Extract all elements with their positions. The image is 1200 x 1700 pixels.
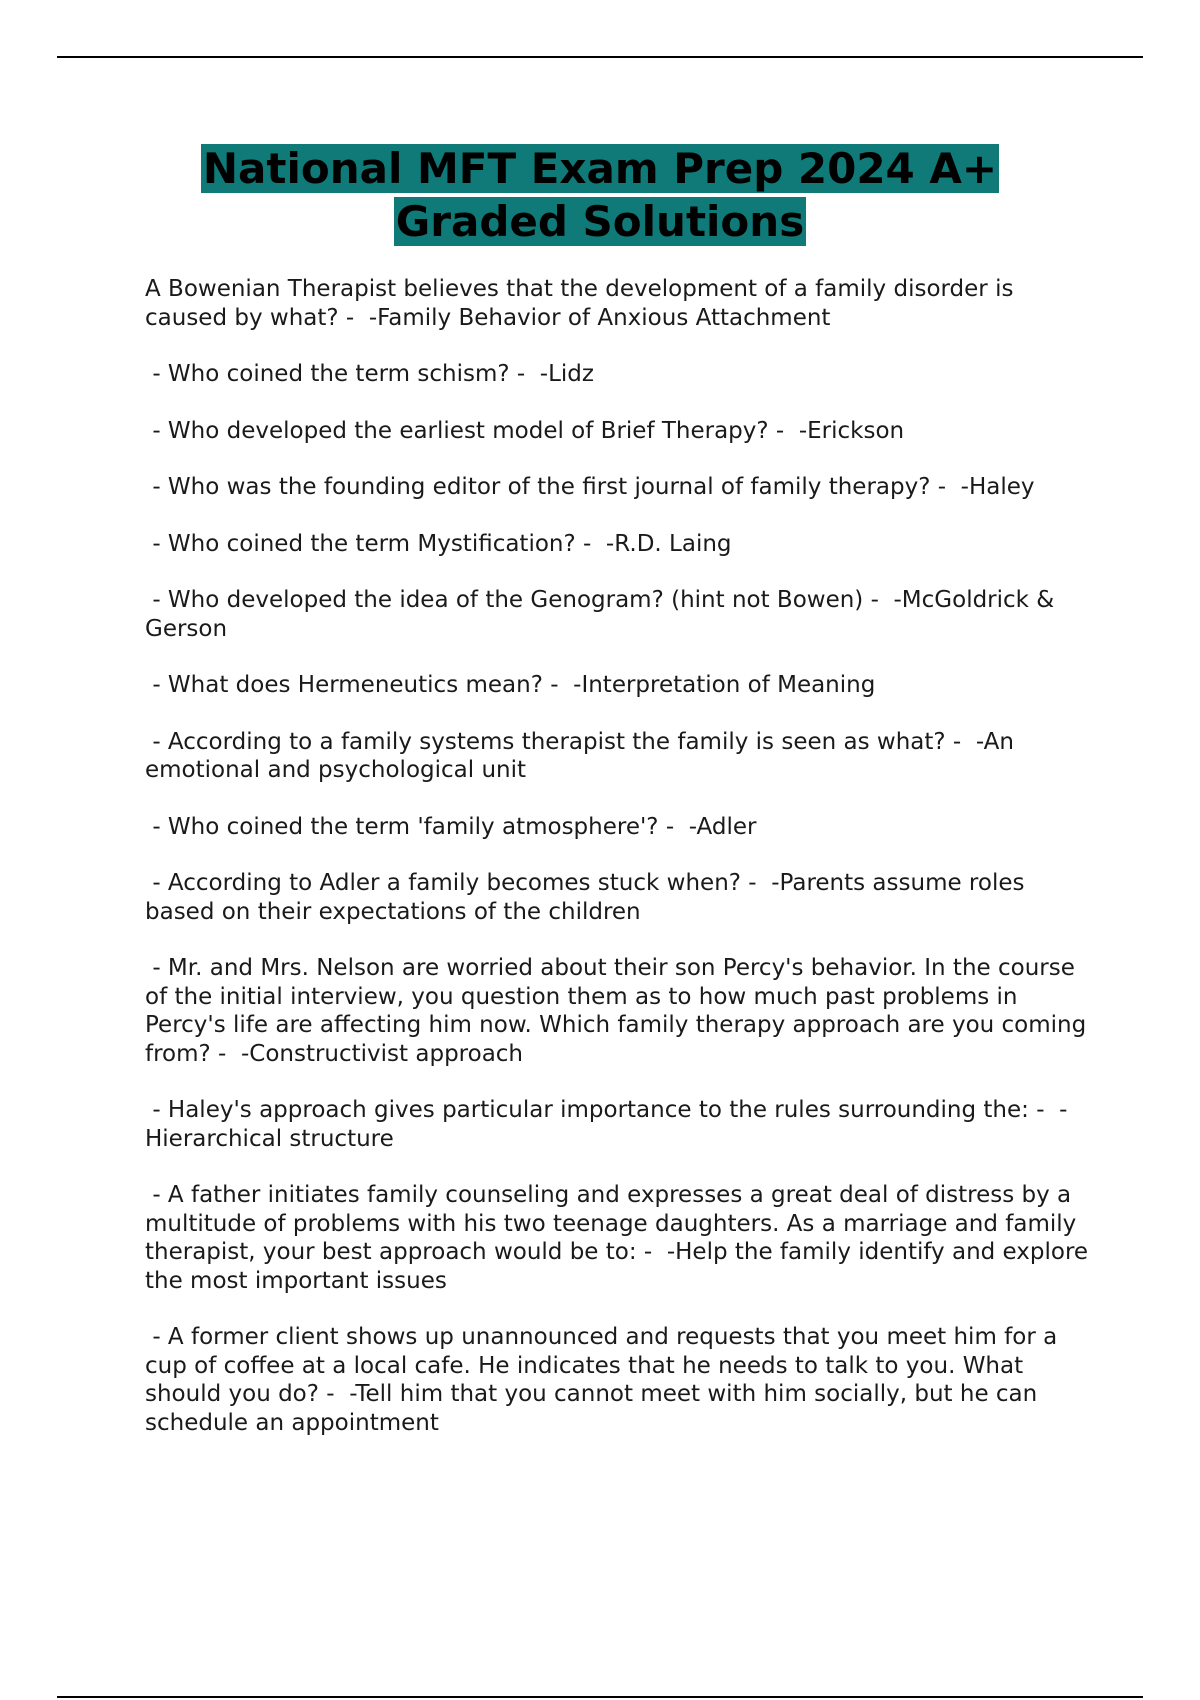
document-title <box>120 142 1080 248</box>
qa-item: A Bowenian Therapist believes that the development of a family disorder is caused by what? - -Family Behavior of Anxious Attachment <box>145 276 1021 331</box>
title-line-1: National MFT Exam Prep 2024 A+ <box>202 144 998 193</box>
qa-list <box>145 275 1096 1465</box>
qa-item: - Who coined the term 'family atmosphere'? - -Adler <box>145 813 757 840</box>
title-line-2: Graded Solutions <box>395 197 805 246</box>
qa-item: - According to Adler a family becomes stuck when? - -Parents assume roles based on their expectations of the children <box>145 870 1032 925</box>
qa-item: - What does Hermeneutics mean? - -Interpretation of Meaning <box>145 672 876 698</box>
qa-item: - A former client shows up unannounced and requests that you meet him for a cup of coffee at a local cafe. He indicates that he needs to talk to you. What should you do? - -Tell him that you cannot meet with him socially, but he can schedule an appointment <box>145 1324 1065 1436</box>
qa-item: - Who developed the idea of the Genogram? (hint not Bowen) - -McGoldrick & Gerson <box>145 587 1062 642</box>
bottom-rule <box>57 1696 1143 1698</box>
qa-item: - Who was the founding editor of the first journal of family therapy? - -Haley <box>145 474 1035 500</box>
qa-item: - Who coined the term schism? - -Lidz <box>145 361 594 387</box>
qa-item: - According to a family systems therapist the family is seen as what? - -An emotional and psychological unit <box>145 728 1022 783</box>
qa-item: - Who coined the term Mystification? - -R.D. Laing <box>145 530 732 557</box>
qa-item: - Who developed the earliest model of Brief Therapy? - -Erickson <box>145 417 905 444</box>
qa-item: - A father initiates family counseling and expresses a great deal of distress by a multitude of problems with his two teenage daughters. As a marriage and family therapist, your best approach would be to: - -Help the family identify and explore the most important issues <box>145 1182 1096 1294</box>
qa-item: - Mr. and Mrs. Nelson are worried about their son Percy's behavior. In the course of the initial interview, you question them as to how much past problems in Percy's life are affecting him now. Which family therapy approach are you coming from? - -Constructivist approach <box>145 955 1094 1067</box>
top-rule <box>57 56 1143 58</box>
qa-item: - Haley's approach gives particular importance to the rules surrounding the: - -Hierarchical structure <box>145 1097 1068 1152</box>
